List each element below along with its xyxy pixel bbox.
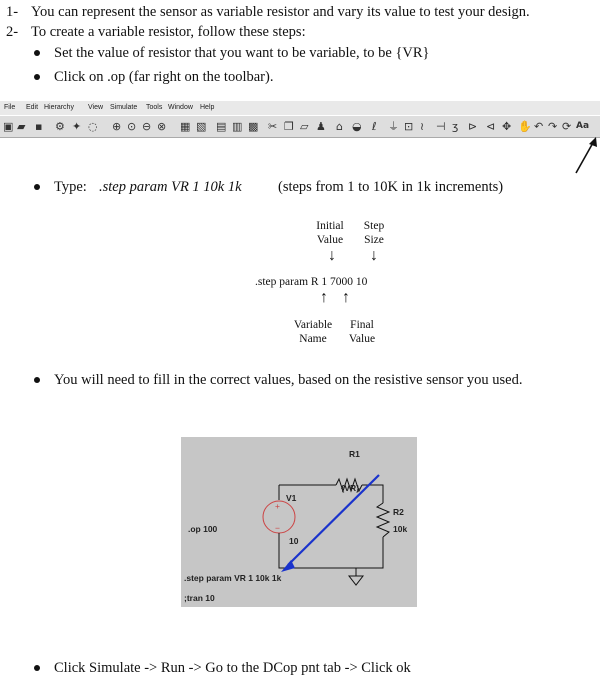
zoom-fit-icon[interactable]: ⊗ [157,120,167,133]
step1-number: 1- [6,4,19,20]
zoom-in-icon[interactable]: ⊕ [112,120,122,133]
capacitor-icon[interactable]: ⊣ [436,120,446,133]
step-param-command: .step param VR 1 10k 1k [99,179,242,195]
find-icon[interactable]: ♟ [316,120,326,133]
control-panel-icon[interactable]: ⚙ [55,120,65,133]
bullet-dot [34,377,40,383]
bullet-dot [34,665,40,671]
initial-value-label: Initial Value [316,220,344,246]
bullet-dot [34,50,40,56]
variable-name-label: Variable Name [293,319,333,345]
step2-text: To create a variable resistor, follow these steps: [31,24,306,40]
down-arrow-icon: ↓ [370,247,378,264]
netlist-icon[interactable]: ▩ [248,120,259,133]
move-icon[interactable]: ✥ [502,120,512,133]
schematic-canvas [181,437,417,607]
ground-symbol [349,576,363,585]
spice-directive-op-button[interactable]: Aa [576,121,590,131]
r1-value[interactable]: {VR} [341,483,360,493]
v1-plus-sign: + [275,501,280,511]
v1-label[interactable]: V1 [286,493,297,503]
step-param-explanation: (steps from 1 to 10K in 1k increments) [278,179,504,195]
inductor-icon[interactable]: ʒ [452,120,459,133]
cut-icon[interactable]: ✂ [268,120,278,133]
cascade-icon[interactable]: ▧ [196,120,207,133]
tile-icon[interactable]: ▦ [180,120,191,133]
tran-directive[interactable]: ;tran 10 [184,593,215,603]
copy-icon[interactable]: ❐ [284,120,294,133]
paste-icon[interactable]: ▱ [300,120,309,133]
menu-file[interactable]: File [4,104,16,111]
toolbar [0,116,600,138]
open-icon[interactable]: ▰ [17,120,26,133]
redo-icon[interactable]: ↷ [548,120,558,133]
diode-icon[interactable]: ⊳ [468,120,478,133]
print-preview-icon[interactable]: ◒ [352,120,362,133]
bullet-set-value: Set the value of resistor that you want to be variable, to be {VR} [54,45,430,61]
menu-simulate[interactable]: Simulate [110,104,138,111]
r2-value[interactable]: 10k [393,524,408,534]
component-icon[interactable]: ⊲ [486,120,496,133]
pan-icon[interactable]: ⊙ [127,120,137,133]
run-icon[interactable]: ✦ [72,120,82,133]
step-directive[interactable]: .step param VR 1 10k 1k [184,573,282,583]
op-directive[interactable]: .op 100 [188,524,218,534]
up-arrow-icon: ↑ [320,289,328,306]
v1-value[interactable]: 10 [289,536,299,546]
pointer-arrow-icon [570,135,600,177]
label-net-icon[interactable]: ⊡ [404,120,414,133]
waveform-icon[interactable]: ▥ [232,120,243,133]
bullet-fill-values: You will need to fill in the correct values, based on the resistive sensor you used. [54,372,523,388]
print-icon[interactable]: ⌂ [336,120,343,133]
bullet-dot [34,74,40,80]
r1-label[interactable]: R1 [349,449,360,459]
step1-text: You can represent the sensor as variable resistor and vary its value to test your design. [31,4,530,20]
zoom-out-icon[interactable]: ⊖ [142,120,152,133]
r2-resistor [377,503,389,537]
save-icon[interactable]: ▪ [35,120,43,133]
menu-tools[interactable]: Tools [146,104,163,111]
ground-icon[interactable]: ⏚ [388,120,399,133]
bullet-simulate-run: Click Simulate -> Run -> Go to the DCop pnt tab -> Click ok [54,660,411,676]
wire-icon[interactable]: ℓ [372,120,377,133]
menu-window[interactable]: Window [168,104,193,111]
down-arrow-icon: ↓ [328,247,336,264]
new-schematic-icon[interactable]: ▣ [3,120,14,133]
v1-minus-sign: − [275,523,280,533]
menu-hierarchy[interactable]: Hierarchy [44,104,74,111]
up-arrow-icon: ↑ [342,289,350,306]
annotated-command: .step param R 1 7000 10 [255,276,368,288]
bullet-type-label: Type: [54,179,87,195]
step2-number: 2- [6,24,19,40]
menu-help[interactable]: Help [200,104,215,111]
r2-label[interactable]: R2 [393,507,404,517]
undo-icon[interactable]: ↶ [534,120,544,133]
rotate-icon[interactable]: ⟳ [562,120,572,133]
menu-edit[interactable]: Edit [26,104,39,111]
halt-icon[interactable]: ◌ [88,120,98,133]
resistor-icon[interactable]: ≀ [420,120,425,133]
step-size-label: Step Size [363,220,385,246]
bullet-dot [34,184,40,190]
close-window-icon[interactable]: ▤ [216,120,227,133]
menu-bar [0,101,600,115]
menu-view[interactable]: View [88,104,104,111]
drag-icon[interactable]: ✋ [518,120,532,133]
final-value-label: Final Value [348,319,376,345]
bullet-click-op: Click on .op (far right on the toolbar). [54,69,274,85]
